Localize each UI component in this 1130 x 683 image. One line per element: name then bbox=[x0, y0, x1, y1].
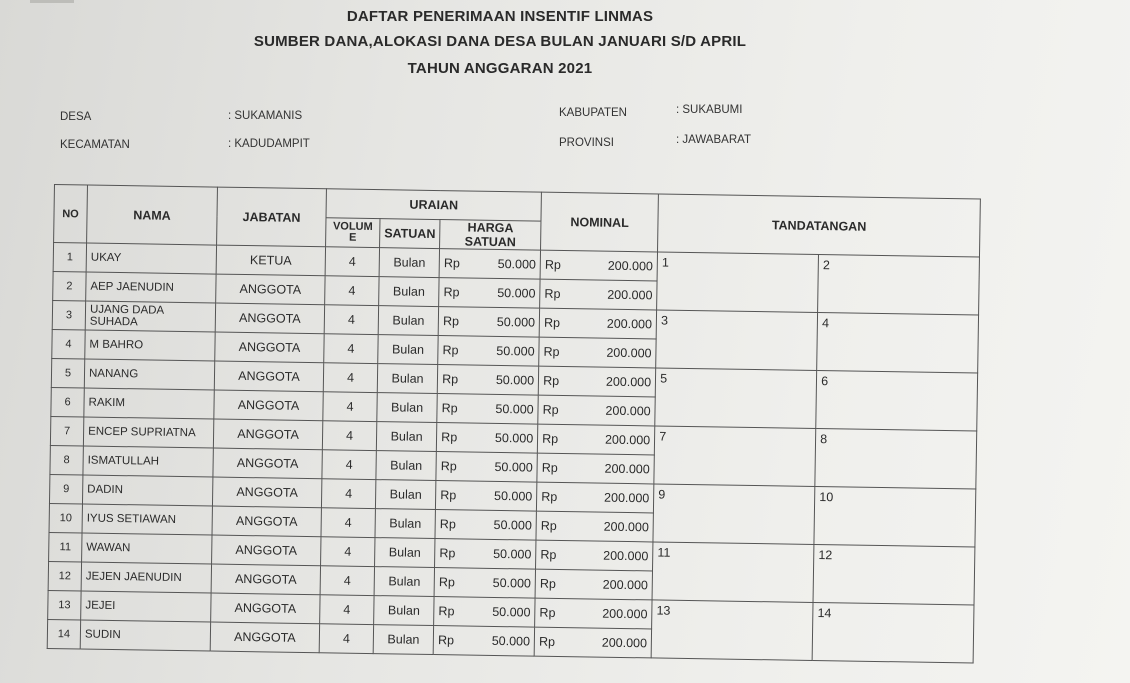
signature-slot-left[interactable]: 9 bbox=[653, 484, 815, 545]
document-title-line2: SUMBER DANA,ALOKASI DANA DESA BULAN JANUARI S/D APRIL bbox=[253, 33, 747, 50]
nominal-amount: 200.000 bbox=[601, 635, 648, 651]
row-nominal bbox=[536, 511, 653, 542]
currency-label: Rp bbox=[437, 633, 455, 648]
row-jabatan: ANGGOTA bbox=[212, 477, 321, 508]
row-harga-satuan bbox=[435, 510, 536, 541]
harga-amount: 50.000 bbox=[492, 604, 531, 620]
row-jabatan: ANGGOTA bbox=[213, 419, 322, 450]
row-volume: 4 bbox=[321, 508, 375, 538]
currency-label: Rp bbox=[542, 431, 559, 446]
row-nama: DADIN bbox=[82, 475, 212, 506]
row-harga-satuan bbox=[438, 307, 539, 338]
row-nama: ISMATULLAH bbox=[83, 446, 213, 477]
row-no: 8 bbox=[50, 445, 83, 475]
row-harga-satuan bbox=[439, 249, 540, 280]
header-tandatangan: TANDATANGAN bbox=[658, 194, 981, 257]
paper-fold-mark bbox=[30, 0, 74, 3]
currency-label: Rp bbox=[441, 430, 458, 445]
row-no: 14 bbox=[47, 619, 80, 649]
currency-label: Rp bbox=[443, 285, 460, 300]
row-volume: 4 bbox=[322, 450, 376, 480]
row-satuan: Bulan bbox=[375, 480, 436, 510]
row-nominal bbox=[538, 366, 655, 397]
row-volume: 4 bbox=[320, 595, 374, 625]
currency-label: Rp bbox=[443, 256, 461, 271]
provinsi-value: : JAWABARAT bbox=[676, 134, 751, 146]
row-jabatan: ANGGOTA bbox=[214, 390, 323, 421]
row-jabatan: ANGGOTA bbox=[211, 593, 320, 624]
harga-amount: 50.000 bbox=[493, 517, 532, 533]
nominal-amount: 200.000 bbox=[604, 461, 650, 477]
harga-amount: 50.000 bbox=[492, 575, 532, 591]
header-nama: NAMA bbox=[87, 185, 218, 245]
row-nama: NANANG bbox=[84, 359, 214, 390]
nominal-amount: 200.000 bbox=[603, 519, 649, 535]
row-nama: UKAY bbox=[86, 243, 216, 274]
row-satuan: Bulan bbox=[374, 567, 435, 597]
row-volume: 4 bbox=[319, 624, 373, 654]
row-nama: ENCEP SUPRIATNA bbox=[83, 417, 213, 448]
row-harga-satuan bbox=[433, 626, 534, 657]
row-nominal bbox=[539, 308, 656, 339]
row-satuan: Bulan bbox=[378, 335, 439, 365]
harga-amount: 50.000 bbox=[494, 430, 534, 446]
row-jabatan: ANGGOTA bbox=[212, 506, 321, 537]
header-no: NO bbox=[54, 185, 88, 244]
row-jabatan: ANGGOTA bbox=[211, 564, 320, 595]
row-nominal bbox=[535, 598, 652, 629]
row-volume: 4 bbox=[324, 305, 378, 335]
row-nominal bbox=[537, 482, 654, 513]
harga-amount: 50.000 bbox=[491, 633, 531, 649]
signature-slot-right[interactable]: 4 bbox=[817, 313, 979, 374]
nominal-amount: 200.000 bbox=[603, 548, 649, 564]
row-harga-satuan bbox=[435, 539, 536, 570]
kecamatan-label: KECAMATAN bbox=[60, 139, 130, 151]
row-satuan: Bulan bbox=[375, 509, 436, 539]
row-nominal bbox=[539, 337, 656, 368]
nominal-amount: 200.000 bbox=[602, 577, 649, 593]
provinsi-label: PROVINSI bbox=[559, 137, 614, 149]
harga-amount: 50.000 bbox=[496, 314, 536, 330]
header-volume: VOLUM E bbox=[326, 218, 380, 248]
row-no: 11 bbox=[49, 532, 82, 562]
row-satuan: Bulan bbox=[376, 422, 437, 452]
nominal-amount: 200.000 bbox=[602, 606, 648, 622]
row-nominal bbox=[540, 279, 657, 310]
currency-label: Rp bbox=[541, 489, 558, 504]
harga-amount: 50.000 bbox=[497, 285, 536, 301]
currency-label: Rp bbox=[438, 604, 455, 619]
desa-value: : SUKAMANIS bbox=[228, 110, 303, 122]
header-nominal: NOMINAL bbox=[541, 192, 659, 252]
currency-label: Rp bbox=[442, 372, 459, 387]
row-volume: 4 bbox=[324, 334, 378, 364]
signature-slot-right[interactable]: 14 bbox=[812, 602, 974, 663]
row-no: 1 bbox=[53, 243, 86, 273]
signature-slot-right[interactable]: 6 bbox=[816, 371, 978, 432]
row-jabatan: ANGGOTA bbox=[213, 448, 322, 479]
row-jabatan: ANGGOTA bbox=[214, 361, 323, 392]
signature-slot-right[interactable]: 2 bbox=[818, 255, 980, 316]
currency-label: Rp bbox=[440, 488, 457, 503]
row-nominal bbox=[535, 569, 652, 600]
row-nama: UJANG DADA SUHADA bbox=[85, 301, 215, 332]
row-harga-satuan bbox=[439, 278, 540, 309]
row-no: 13 bbox=[48, 590, 81, 620]
currency-label: Rp bbox=[543, 344, 560, 359]
currency-label: Rp bbox=[439, 546, 456, 561]
header-uraian: URAIAN bbox=[326, 189, 542, 221]
row-harga-satuan bbox=[436, 481, 537, 512]
nominal-amount: 200.000 bbox=[607, 287, 653, 303]
harga-amount: 50.000 bbox=[496, 343, 535, 359]
document-title-line1: DAFTAR PENERIMAAN INSENTIF LINMAS bbox=[346, 8, 654, 25]
row-harga-satuan bbox=[437, 365, 538, 396]
row-satuan: Bulan bbox=[377, 393, 438, 423]
row-volume: 4 bbox=[325, 247, 379, 277]
row-harga-satuan bbox=[434, 597, 535, 628]
signature-slot-right[interactable]: 8 bbox=[815, 428, 977, 489]
row-satuan: Bulan bbox=[373, 625, 434, 655]
row-volume: 4 bbox=[321, 537, 375, 567]
row-nominal bbox=[537, 424, 654, 455]
currency-label: Rp bbox=[539, 576, 557, 591]
nominal-amount: 200.000 bbox=[603, 490, 650, 506]
row-nama: AEP JAENUDIN bbox=[86, 272, 216, 303]
nominal-amount: 200.000 bbox=[606, 316, 653, 332]
currency-label: Rp bbox=[441, 401, 458, 416]
signature-slot-left[interactable]: 1 bbox=[657, 252, 819, 313]
currency-label: Rp bbox=[538, 634, 556, 649]
row-volume: 4 bbox=[325, 276, 379, 306]
currency-label: Rp bbox=[540, 547, 557, 562]
kabupaten-label: KABUPATEN bbox=[559, 107, 627, 119]
harga-amount: 50.000 bbox=[493, 546, 532, 562]
row-volume: 4 bbox=[322, 421, 376, 451]
row-nominal bbox=[540, 250, 657, 281]
row-nominal bbox=[537, 453, 654, 484]
row-no: 6 bbox=[51, 387, 84, 417]
row-nominal bbox=[534, 627, 651, 658]
row-no: 5 bbox=[51, 358, 84, 388]
currency-label: Rp bbox=[542, 402, 559, 417]
currency-label: Rp bbox=[442, 343, 459, 358]
signature-slot-right[interactable]: 12 bbox=[813, 544, 975, 605]
recipient-table bbox=[47, 184, 981, 664]
row-no: 12 bbox=[48, 561, 81, 591]
row-nominal bbox=[536, 540, 653, 571]
harga-amount: 50.000 bbox=[497, 256, 537, 272]
signature-slot-left[interactable]: 13 bbox=[651, 600, 813, 661]
header-jabatan: JABATAN bbox=[217, 187, 327, 247]
nominal-amount: 200.000 bbox=[606, 345, 652, 361]
row-volume: 4 bbox=[323, 392, 377, 422]
row-volume: 4 bbox=[320, 566, 374, 596]
currency-label: Rp bbox=[544, 286, 561, 301]
currency-label: Rp bbox=[440, 459, 457, 474]
row-jabatan: ANGGOTA bbox=[210, 622, 319, 653]
kabupaten-value: : SUKABUMI bbox=[676, 104, 743, 116]
row-satuan: Bulan bbox=[376, 451, 437, 481]
harga-amount: 50.000 bbox=[495, 401, 534, 417]
row-nominal bbox=[538, 395, 655, 426]
row-jabatan: ANGGOTA bbox=[212, 535, 321, 566]
nominal-amount: 200.000 bbox=[607, 258, 654, 274]
currency-label: Rp bbox=[540, 518, 557, 533]
row-no: 3 bbox=[52, 300, 85, 330]
table-container bbox=[47, 184, 981, 664]
row-nama: RAKIM bbox=[84, 388, 214, 419]
row-no: 4 bbox=[52, 329, 85, 359]
row-nama: JEJEI bbox=[81, 591, 211, 622]
currency-label: Rp bbox=[539, 605, 556, 620]
row-jabatan: ANGGOTA bbox=[215, 303, 324, 334]
row-harga-satuan bbox=[434, 568, 535, 599]
row-nama: SUDIN bbox=[80, 620, 210, 651]
row-volume: 4 bbox=[323, 363, 377, 393]
signature-slot-right[interactable]: 10 bbox=[814, 486, 976, 547]
row-nama: M BAHRO bbox=[85, 330, 215, 361]
currency-label: Rp bbox=[544, 257, 562, 272]
row-satuan: Bulan bbox=[379, 248, 440, 278]
row-harga-satuan bbox=[437, 394, 538, 425]
desa-label: DESA bbox=[60, 111, 92, 123]
row-nama: IYUS SETIAWAN bbox=[82, 504, 212, 535]
harga-amount: 50.000 bbox=[493, 488, 533, 504]
kecamatan-value: : KADUDAMPIT bbox=[228, 138, 310, 150]
row-jabatan: ANGGOTA bbox=[215, 332, 324, 363]
row-satuan: Bulan bbox=[379, 277, 440, 307]
row-jabatan: ANGGOTA bbox=[216, 274, 325, 305]
row-jabatan: KETUA bbox=[216, 245, 325, 276]
row-no: 7 bbox=[50, 416, 83, 446]
header-satuan: SATUAN bbox=[380, 219, 441, 249]
nominal-amount: 200.000 bbox=[604, 432, 651, 448]
currency-label: Rp bbox=[541, 460, 558, 475]
row-nama: JEJEN JAENUDIN bbox=[81, 562, 211, 593]
row-harga-satuan bbox=[437, 423, 538, 454]
currency-label: Rp bbox=[438, 575, 456, 590]
harga-amount: 50.000 bbox=[494, 459, 533, 475]
currency-label: Rp bbox=[543, 373, 560, 388]
row-volume: 4 bbox=[321, 479, 375, 509]
signature-slot-left[interactable]: 11 bbox=[652, 542, 814, 603]
row-satuan: Bulan bbox=[374, 596, 435, 626]
signature-slot-left[interactable]: 7 bbox=[654, 426, 816, 487]
row-no: 9 bbox=[49, 474, 82, 504]
currency-label: Rp bbox=[442, 314, 460, 329]
currency-label: Rp bbox=[543, 315, 561, 330]
row-satuan: Bulan bbox=[375, 538, 436, 568]
row-harga-satuan bbox=[436, 452, 537, 483]
row-no: 2 bbox=[53, 271, 86, 301]
header-harga-satuan: HARGA SATUAN bbox=[440, 220, 541, 251]
row-harga-satuan bbox=[438, 336, 539, 367]
nominal-amount: 200.000 bbox=[605, 374, 652, 390]
signature-slot-left[interactable]: 3 bbox=[656, 310, 818, 371]
nominal-amount: 200.000 bbox=[605, 403, 651, 419]
row-satuan: Bulan bbox=[377, 364, 438, 394]
row-satuan: Bulan bbox=[378, 306, 439, 336]
row-no: 10 bbox=[49, 503, 82, 533]
row-nama: WAWAN bbox=[82, 533, 212, 564]
signature-slot-left[interactable]: 5 bbox=[655, 368, 817, 429]
currency-label: Rp bbox=[439, 517, 456, 532]
harga-amount: 50.000 bbox=[495, 372, 535, 388]
document-title-line3: TAHUN ANGGARAN 2021 bbox=[407, 60, 593, 77]
